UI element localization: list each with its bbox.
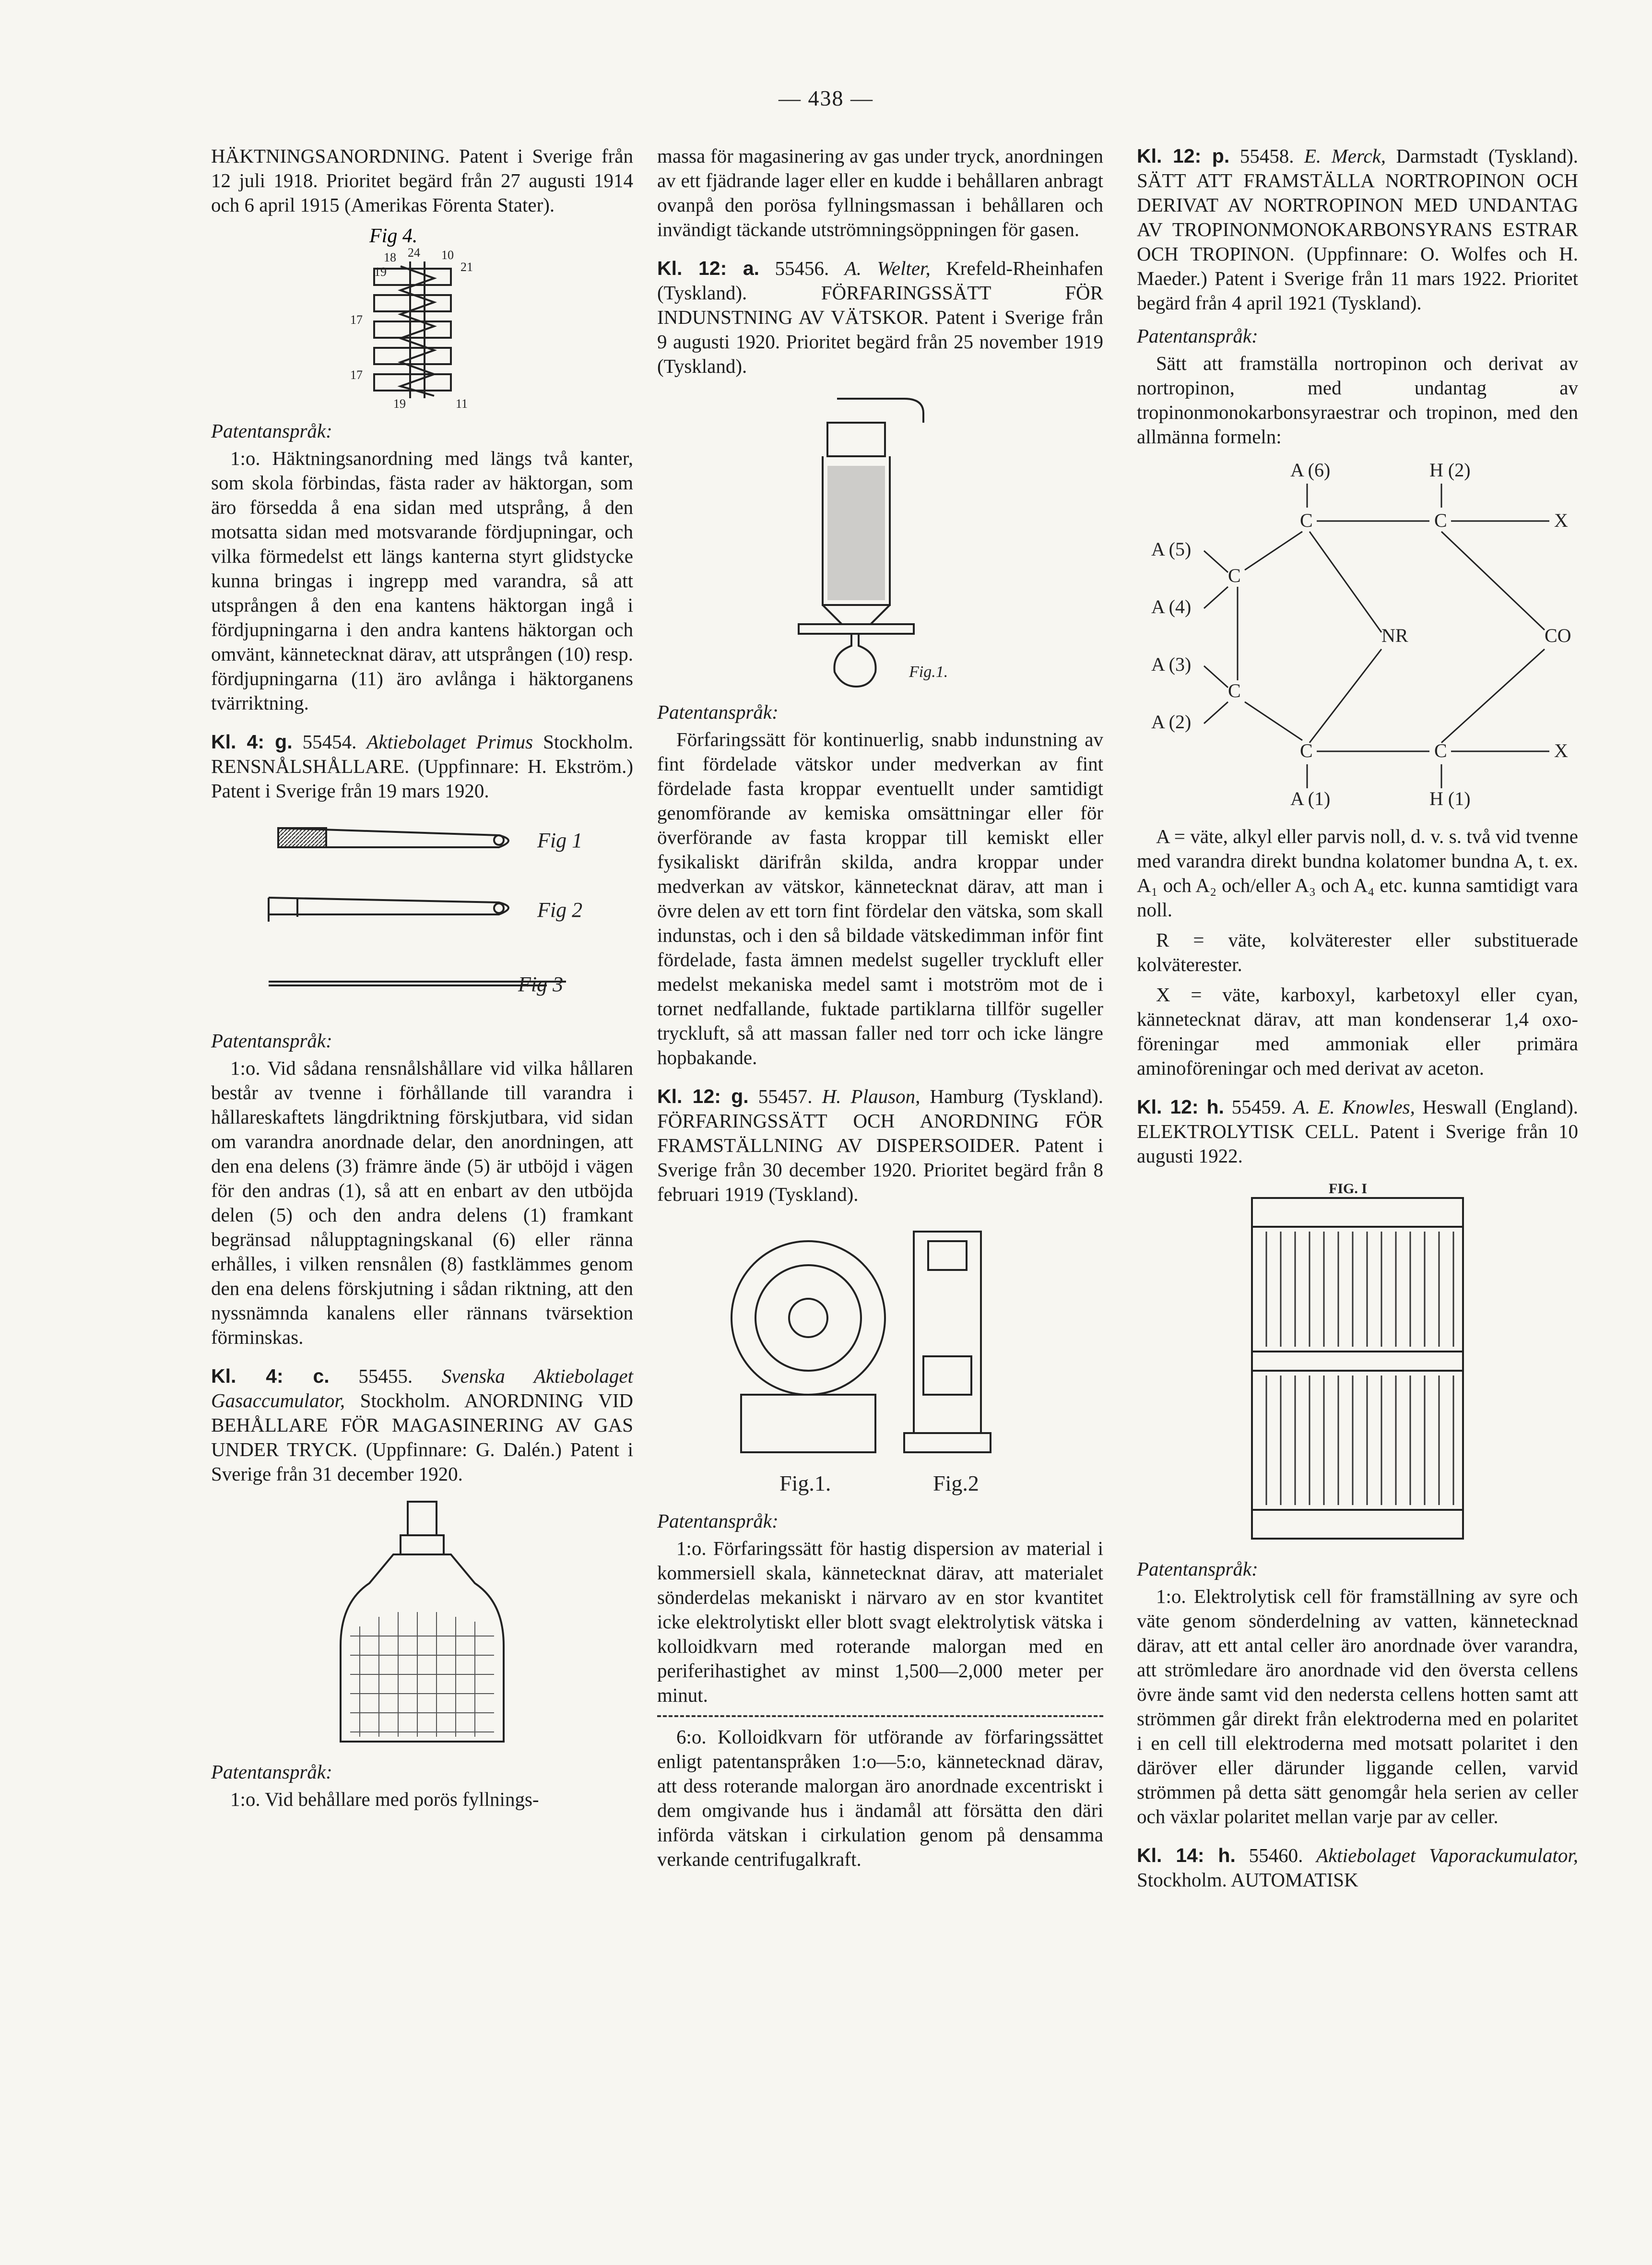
electrolytic-cell-figure	[1223, 1174, 1492, 1548]
claims-text: 1:o. Vid sådana rensnålshållare vid vilka hållaren består av tvenne i förhållande till varandra i hållareskaftets längdriktning förskjutbara, vid sidan om varandra anordnade delar, den anordningen, att den ena delens (3) främre ände (5) är utböjd i vägen för den andras (1), så att en enbart av den utböjda delen (5) och den andra delens (1) framkant begränsad nålupptagningskanal (6) eller ränna erhålles, i vilken rensnålen (8) fastklämmes genom den ena delens förskjutning i sådan riktning, att den nyssnämnda kanalens eller rännans tvärsektion förminskas.	[211, 1057, 633, 1348]
formula-c: C	[1434, 740, 1447, 761]
class-code: Kl. 14: h.	[1137, 1844, 1236, 1866]
patent-entry	[657, 1084, 1103, 1207]
patent-entry	[1137, 144, 1578, 315]
patent-entry	[1137, 1095, 1578, 1168]
patent-details: Stockholm. AUTOMATISK	[1137, 1869, 1358, 1891]
svg-text:21: 21	[460, 260, 473, 274]
svg-text:17: 17	[350, 368, 363, 382]
patent-details: Krefeld-Rheinhafen (Tyskland). FÖRFARINGSSÄTT FÖR INDUNSTNING AV VÄTSKOR. Patent i Sverige från 9 augusti 1920. Prioritet begärd från 25 november 1919 (Tyskland).	[657, 257, 1104, 377]
evaporation-tower-figure	[779, 384, 981, 691]
patent-owner: Aktiebolaget Primus	[366, 731, 533, 753]
formula-nr: NR	[1381, 625, 1408, 646]
patent-details: Darmstadt (Tyskland). SÄTT ATT FRAMSTÄLLA NORTROPINON OCH DERIVAT AV NORTROPINON MED UNDANTAG AV TROPINONMONOKARBONSYRANS ESTRAR OCH TROPINON. (Uppfinnare: O. Wolfes och H. Maeder.) Patent i Sverige från 11 mars 1922. Prioritet begärd från 4 april 1921 (Tyskland).	[1137, 145, 1578, 314]
formula-a5: A (5)	[1151, 538, 1192, 560]
patent-owner: A. Welter,	[844, 257, 931, 279]
svg-text:24: 24	[408, 246, 420, 260]
fig-3-label: Fig 3	[518, 972, 564, 996]
claims-heading: Patentanspråk:	[657, 1510, 779, 1532]
formula-c: C	[1228, 565, 1241, 586]
zipper-fastener-figure	[297, 223, 547, 410]
class-code: Kl. 12: p.	[1137, 145, 1230, 167]
formula-c: C	[1300, 510, 1313, 531]
patent-number: 55457.	[758, 1085, 813, 1107]
formula-x: X	[1554, 510, 1568, 531]
formula-c: C	[1300, 740, 1313, 761]
svg-text:18: 18	[384, 250, 396, 264]
class-code: Kl. 12: h.	[1137, 1096, 1224, 1118]
class-code: Kl. 12: g.	[657, 1085, 749, 1107]
claims-text: Förfaringssätt för kontinuerlig, snabb indunstning av fint fördelade vätskor under medverkan av fint fördelade fasta kroppar eventuellt under samtidigt genomförande av kemiska omsättningar eller för överförande av fasta kroppar till kemiskt eller fysikaliskt därifrån skilda, andra kroppar under medverkan av vätskor, kännetecknat därav, att man i övre delen av ett torn fint fördelar den vätska, som skall indunstas, och i den så bildade vätskedimman inför fint fördelade, fasta ämnen medelst sugeller tryckluft eller medelst mekaniska medel samt i motström mot de i tornet nedfallande, fuktade partiklarna tillför sugeller tryckluft, så att massan faller ned torr och icke längre hopbakande.	[657, 728, 1103, 1068]
patent-entry	[1137, 1843, 1578, 1892]
claims-text: 1:o. Vid behållare med porös fyllnings-	[230, 1788, 539, 1810]
patent-details: Stockholm. RENSNÅLSHÅLLARE. (Uppfinnare: H. Ekström.) Patent i Sverige från 19 mars 1920.	[211, 731, 633, 802]
patent-owner: Svenska Aktiebolaget Gasaccumulator,	[211, 1365, 634, 1411]
patent-number: 55459.	[1231, 1096, 1286, 1118]
claims-text: 1:o. Elektrolytisk cell för framställning av syre och väte genom sönderdelning av vatten, kännetecknad därav, att ett antal celler äro anordnade över varandra, att strömledare äro anordnade vid den översta cellens övre ände samt vid den nedersta cellens hotten samt att strömmen går direkt från elektroderna med en polaritet i en cell till elektroderna med motsatt polaritet i den däröver eller därunder liggande cellen, varvid strömmen på detta sätt genomgår hela serien av celler och växlar polaritet mellan varje par av celler.	[1137, 1585, 1578, 1827]
patent-details: Stockholm. ANORDNING VID BEHÅLLARE FÖR MAGASINERING AV GAS UNDER TRYCK. (Uppfinnare: G. Dalén.) Patent i Sverige från 31 december 1920.	[211, 1389, 633, 1485]
patent-owner: Aktiebolaget Vaporackumulator,	[1316, 1844, 1579, 1866]
patent-entry	[657, 256, 1103, 379]
svg-text:19: 19	[374, 265, 387, 279]
patent-number: 55458.	[1239, 145, 1294, 167]
formula-a4: A (4)	[1151, 596, 1192, 617]
svg-text:11: 11	[456, 397, 468, 410]
column-left	[211, 144, 633, 1817]
patent-number: 55456.	[775, 257, 829, 279]
column-middle	[657, 144, 1103, 1877]
svg-text:10: 10	[441, 248, 454, 262]
claims-text: Sätt att framställa nortropinon och derivat av nortropinon, med undantag av tropinonmonokarbonsyraestrar och tropinon, med den allmänna formeln:	[1137, 352, 1578, 448]
definition-text: X = väte, karboxyl, karbetoxyl eller cyan, kännetecknat därav, att man kondenserar 1,4 oxo-föreningar med ammoniak eller primära aminoföreningar och med derivat av aceton.	[1137, 984, 1578, 1079]
formula-h1: H (1)	[1429, 788, 1471, 809]
claims-heading: Patentanspråk:	[657, 701, 779, 723]
patent-owner: H. Plauson,	[822, 1085, 920, 1107]
claims-heading: Patentanspråk:	[211, 1030, 332, 1052]
claims-heading: Patentanspråk:	[211, 1761, 332, 1783]
page-number: — 438 —	[779, 86, 873, 110]
claims-continuation: massa för magasinering av gas under tryck, anordningen av ett fjädrande lager eller en kudde i behållaren anbragt ovanpå den porösa fyllningsmassan i behållaren och invändigt täckande utströmningsöppningen för gasen.	[657, 145, 1103, 240]
claims-text: 6:o. Kolloidkvarn för utförande av förfaringssättet enligt patentanspråken 1:o—5:o, kännetecknad därav, att dess roterande malorgan äro anordnade excentriskt i dem omgivande hus i ändamål att försätta den däri införda vätskan i cirkulation genom på densamma verkande centrifugalkraft.	[657, 1726, 1103, 1870]
formula-c: C	[1228, 680, 1241, 701]
column-right	[1137, 144, 1578, 1898]
formula-a6: A (6)	[1290, 459, 1331, 481]
fig-2-label: Fig.2	[933, 1471, 979, 1495]
colloid-mill-figure	[712, 1212, 1048, 1500]
patent-number: 55460.	[1249, 1844, 1303, 1866]
formula-a3: A (3)	[1151, 653, 1192, 675]
gas-container-figure	[312, 1492, 532, 1751]
class-code: Kl. 4: c.	[211, 1365, 330, 1387]
formula-a2: A (2)	[1151, 711, 1192, 733]
figure-label: FIG. I	[1329, 1181, 1368, 1197]
patent-details: Hamburg (Tyskland). FÖRFARINGSSÄTT OCH ANORDNING FÖR FRAMSTÄLLNING AV DISPERSOIDER. Patent i Sverige från 30 december 1920. Prioritet begärd från 8 februari 1919 (Tyskland).	[657, 1085, 1104, 1205]
patent-details: Heswall (England). ELEKTROLYTISK CELL. Patent i Sverige från 10 augusti 1922.	[1137, 1096, 1578, 1167]
formula-co: CO	[1545, 625, 1571, 646]
patent-owner: A. E. Knowles,	[1293, 1096, 1415, 1118]
definition-text: R = väte, kolväterester eller substituerade kolväterester.	[1137, 929, 1578, 975]
patent-owner: E. Merck,	[1304, 145, 1386, 167]
claims-text: 1:o. Förfaringssätt för hastig dispersion av material i kommersiell skala, kännetecknat därav, att materialet sönderdelas mekaniskt i närvaro av en stor kvantitet icke elektrolytiskt eller blott svagt elektrolytisk vätska i kolloidkvarn med roterande malorgan med en periferihastighet av minst 1,500—2,000 meter per minut.	[657, 1537, 1103, 1706]
formula-c: C	[1434, 510, 1447, 531]
definition-text: A = väte, alkyl eller parvis noll, d. v. s. två vid tvenne med varandra direkt bundna kolatomer bundna A, t. ex. A₁ och A₂ och/eller A₃ och A₄ etc. kunna samtidigt vara noll.	[1137, 825, 1578, 921]
formula-h2: H (2)	[1429, 459, 1471, 481]
svg-text:19: 19	[393, 397, 406, 410]
chemical-formula	[1142, 455, 1573, 819]
patent-entry	[211, 1364, 633, 1486]
patent-entry	[211, 730, 633, 803]
claims-text: 1:o. Häktningsanordning med längs två kanter, som skola förbindas, fästa rader av häktorgan, som äro försedda å ena sidan med utsprång, å den motsatta sidan med motsvarande fördjupningar, och vilka förmedelst ett längs kanterna styrt glidstycke kunna bringas i ingrepp med varandra, så att utsprången å den ena kantens häktorgan ingå i fördjupningarna i den andra kantens häktorgan och omvänt, kännetecknat därav, att utsprången (10) resp. fördjupningarna (11) äro avlånga i häktorganens tvärriktning.	[211, 447, 633, 714]
fig-1-label: Fig.1.	[779, 1471, 831, 1495]
claims-heading: Patentanspråk:	[1137, 325, 1258, 347]
needle-holder-figure	[249, 809, 595, 1020]
dashed-divider	[657, 1715, 1103, 1717]
class-code: Kl. 4: g.	[211, 731, 293, 753]
fig-1-label: Fig 1	[537, 829, 583, 852]
figure-label: Fig.1.	[909, 663, 948, 681]
claims-heading: Patentanspråk:	[1137, 1558, 1258, 1580]
patent-number: 55454.	[302, 731, 357, 753]
class-code: Kl. 12: a.	[657, 257, 760, 279]
figure-label: Fig 4.	[369, 225, 418, 247]
fig-2-label: Fig 2	[537, 898, 583, 922]
formula-a1: A (1)	[1290, 788, 1331, 809]
claims-heading: Patentanspråk:	[211, 420, 332, 442]
patent-intro-text: HÄKTNINGSANORDNING. Patent i Sverige från 12 juli 1918. Prioritet begärd från 27 augusti 1914 och 6 april 1915 (Amerikas Förenta Stater).	[211, 145, 633, 216]
svg-text:17: 17	[350, 313, 363, 327]
formula-x: X	[1554, 740, 1568, 761]
patent-number: 55455.	[358, 1365, 413, 1387]
